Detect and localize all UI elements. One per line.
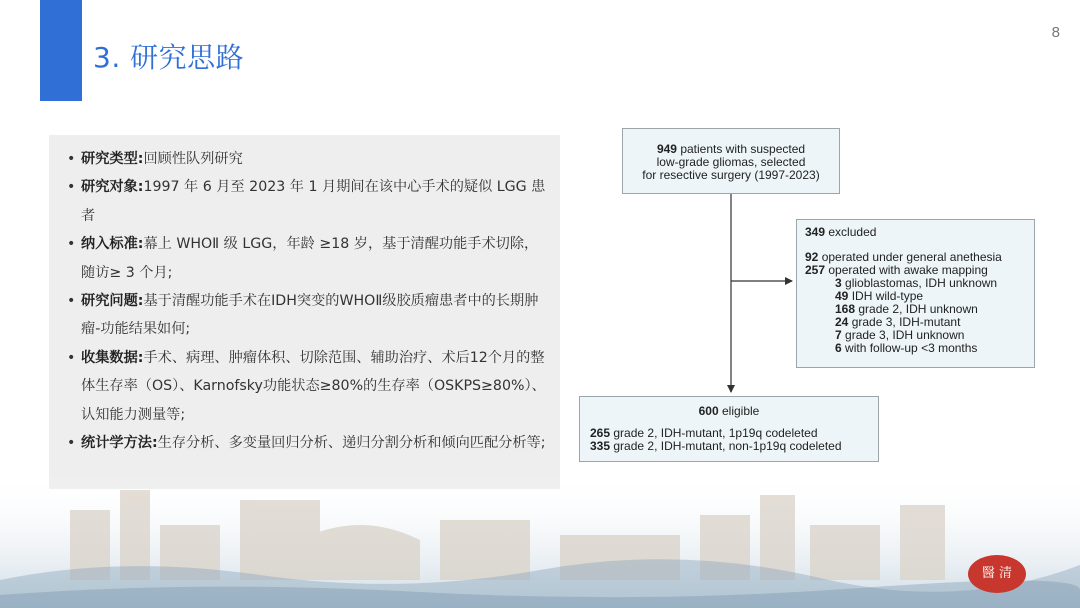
eligible-count: 600 bbox=[698, 404, 719, 418]
bullet-text: 回顾性队列研究 bbox=[143, 151, 243, 167]
excluded-subitem-count: 49 bbox=[835, 289, 849, 303]
slide-title: 3. 研究思路 bbox=[93, 41, 245, 74]
excluded-subitem-text: grade 3, IDH-mutant bbox=[851, 315, 961, 329]
bullet-label: 收集数据: bbox=[81, 349, 144, 366]
screened-count: 949 bbox=[656, 142, 677, 156]
bullet-icon: • bbox=[67, 349, 76, 366]
bullet-label: 统计学方法: bbox=[81, 435, 158, 452]
bullet-text: 生存分析、多变量回归分析、递归分割分析和倾向匹配分析等; bbox=[157, 435, 546, 452]
excluded-subitem-count: 7 bbox=[835, 328, 842, 342]
bullet-label: 研究问题: bbox=[81, 293, 144, 310]
excluded-count: 349 bbox=[805, 225, 826, 239]
bullet-text: 基于清醒功能手术在IDH突变的WHOⅡ级胶质瘤患者中的长期肿瘤-功能结果如何; bbox=[81, 293, 539, 338]
bullet-statistics bbox=[61, 429, 550, 457]
bullet-icon: • bbox=[67, 293, 76, 310]
excluded-subitem-count: 24 bbox=[835, 315, 849, 329]
eligible-item-text: grade 2, IDH-mutant, 1p19q codeleted bbox=[613, 426, 818, 440]
bullet-text: 幕上 WHOⅡ 级 LGG，年龄 ≥18 岁，基于清醒功能手术切除，随访≥ 3 个月; bbox=[81, 236, 539, 281]
bullet-text: 1997 年 6 月至 2023 年 1 月期间在该中心手术的疑似 LGG 患者 bbox=[81, 179, 546, 224]
hospital-seal-logo: 醫 清 bbox=[968, 555, 1026, 593]
study-design-panel bbox=[49, 135, 560, 489]
screened-line-3: for resective surgery (1997-2023) bbox=[642, 168, 820, 182]
flow-box-eligible bbox=[579, 396, 879, 462]
flow-box-excluded bbox=[796, 219, 1035, 368]
flow-box-screened bbox=[622, 128, 840, 194]
page-number: 8 bbox=[1051, 24, 1060, 41]
excluded-item-text: operated with awake mapping bbox=[828, 263, 988, 277]
excluded-subitem-text: IDH wild-type bbox=[851, 289, 924, 303]
eligible-item-count: 265 bbox=[590, 426, 611, 440]
excluded-subitem-text: glioblastomas, IDH unknown bbox=[845, 276, 998, 290]
eligible-header bbox=[590, 405, 868, 418]
screened-text-1: patients with suspected bbox=[680, 142, 806, 156]
bullet-icon: • bbox=[67, 236, 76, 253]
screened-line-2: low-grade gliomas, selected bbox=[656, 155, 806, 169]
bullet-label: 研究对象: bbox=[81, 179, 144, 196]
excluded-item-text: operated under general anethesia bbox=[821, 250, 1002, 264]
excluded-label: excluded bbox=[828, 225, 877, 239]
excluded-subitem-count: 3 bbox=[835, 276, 842, 290]
excluded-header bbox=[805, 226, 1026, 239]
bullet-list bbox=[61, 145, 550, 457]
bullet-data-collected bbox=[61, 344, 550, 429]
excluded-item-count: 257 bbox=[805, 263, 826, 277]
eligible-label: eligible bbox=[722, 404, 760, 418]
bullet-study-type bbox=[61, 145, 550, 173]
bullet-label: 纳入标准: bbox=[81, 236, 144, 253]
eligible-item bbox=[590, 440, 868, 453]
excluded-subitem bbox=[805, 342, 1026, 355]
campus-skyline-decoration bbox=[0, 470, 1080, 608]
excluded-item-count: 92 bbox=[805, 250, 819, 264]
eligible-item-text: grade 2, IDH-mutant, non-1p19q codeleted bbox=[613, 439, 842, 453]
excluded-subitem-text: grade 2, IDH unknown bbox=[858, 302, 978, 316]
bullet-research-question bbox=[61, 287, 550, 344]
excluded-subitem-count: 168 bbox=[835, 302, 856, 316]
bullet-icon: • bbox=[67, 179, 76, 196]
bullet-label: 研究类型: bbox=[81, 151, 144, 167]
bullet-icon: • bbox=[67, 435, 76, 452]
bullet-icon: • bbox=[67, 151, 76, 167]
excluded-subitem-count: 6 bbox=[835, 341, 842, 355]
bullet-text: 手术、病理、肿瘤体积、切除范围、辅助治疗、术后12个月的整体生存率（OS）、Karnofsky功能状态≥80%的生存率（OSKPS≥80%）、认知能力测量等; bbox=[81, 349, 546, 423]
bullet-inclusion-criteria bbox=[61, 230, 550, 287]
eligible-item-count: 335 bbox=[590, 439, 611, 453]
patient-flow-diagram bbox=[575, 120, 1045, 480]
title-accent-bar bbox=[40, 0, 82, 101]
excluded-subitem-text: grade 3, IDH unknown bbox=[845, 328, 965, 342]
excluded-subitem-text: with follow-up <3 months bbox=[845, 341, 978, 355]
bullet-study-subjects bbox=[61, 173, 550, 230]
